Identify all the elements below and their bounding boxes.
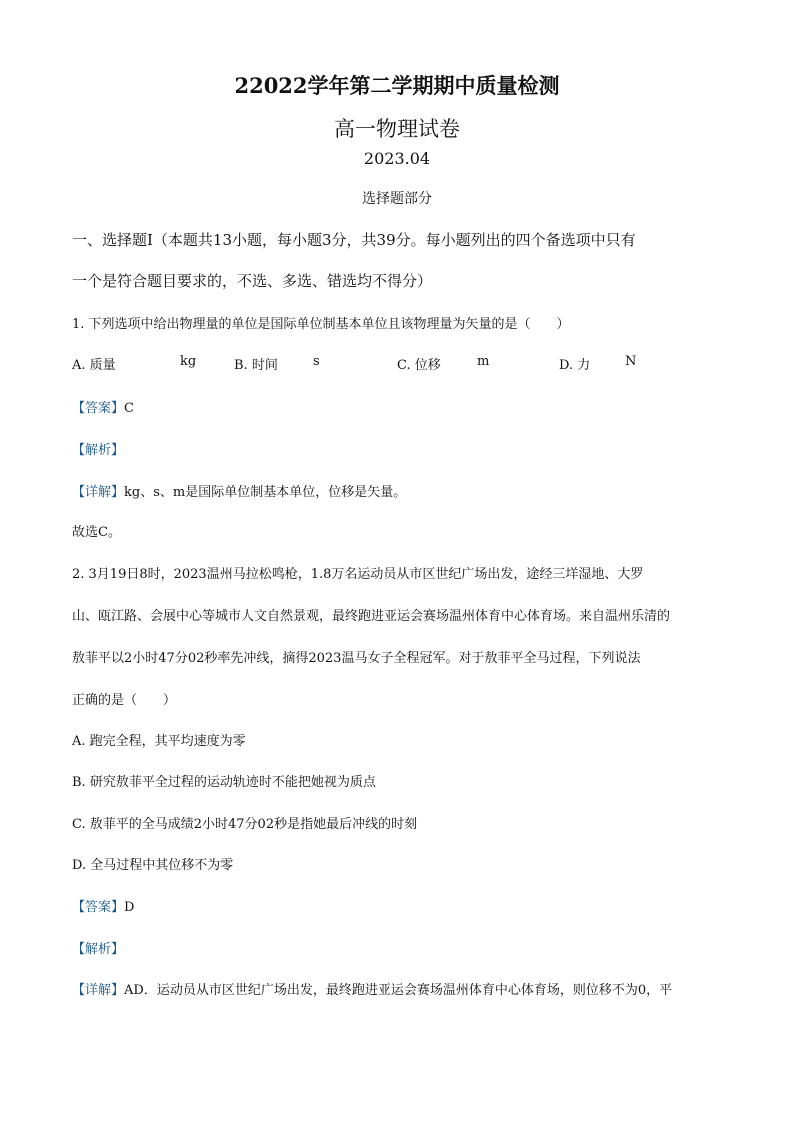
q1-option-d-unit: N [625,354,637,369]
answer-value: D [124,900,135,915]
q2-detail [72,979,672,998]
q1-analysis [72,439,124,458]
q1-option-d-label: D. 力 [559,358,591,373]
q1-detail [72,481,406,500]
detail-text: AD．运动员从市区世纪广场出发，最终跑进亚运会赛场温州体育中心体育场，则位移不为0，平 [124,983,673,998]
exam-subtitle: 高一物理试卷 [334,117,460,141]
answer-tag: 【答案】 [72,401,125,416]
analysis-tag: 【解析】 [72,443,125,458]
detail-tag: 【详解】 [72,983,125,998]
section1-instructions-line1: 一、选择题Ⅰ（本题共13小题，每小题3分，共39分。每小题列出的四个备选项中只有 [72,231,636,249]
q1-stem: 1. 下列选项中给出物理量的单位是国际单位制基本单位且该物理量为矢量的是（ ） [72,317,570,332]
detail-tag: 【详解】 [72,485,125,500]
q1-option-c-label: C. 位移 [397,358,441,373]
q2-stem-line3: 敖菲平以2小时47分02秒率先冲线，摘得2023温马女子全程冠军。对于敖菲平全马过程，下列说法 [72,651,641,666]
q1-option-a-label: A. 质量 [72,358,116,373]
q2-stem-line1: 2. 3月19日8时，2023温州马拉松鸣枪，1.8万名运动员从市区世纪广场出发，途经三垟湿地、大罗 [72,567,644,582]
section1-instructions-line2: 一个是符合题目要求的，不选、多选、错选均不得分） [72,272,433,290]
q2-stem-line4: 正确的是（ ） [72,693,177,708]
q2-option-b: B. 研究敖菲平全过程的运动轨迹时不能把她视为质点 [72,775,376,790]
exam-title: 22022学年第二学期期中质量检测 [234,73,560,98]
detail-text: kg、s、m是国际单位制基本单位，位移是矢量。 [124,485,407,500]
q1-option-c-unit: m [477,354,490,369]
q2-stem-line2: 山、瓯江路、会展中心等城市人文自然景观，最终跑进亚运会赛场温州体育中心体育场。来自温州乐清的 [72,609,671,624]
section-heading: 选择题部分 [362,191,432,207]
q2-analysis [72,938,124,957]
q1-option-a-unit: kg [180,354,197,369]
q2-option-a: A. 跑完全程，其平均速度为零 [72,734,246,749]
exam-date: 2023.04 [363,149,431,168]
q2-option-c: C. 敖菲平的全马成绩2小时47分02秒是指她最后冲线的时刻 [72,817,418,832]
answer-tag: 【答案】 [72,900,125,915]
q2-answer [72,896,134,915]
q1-conclusion: 故选C。 [72,525,121,540]
analysis-tag: 【解析】 [72,942,125,957]
q1-option-b-label: B. 时间 [234,358,278,373]
q1-option-b-unit: s [313,354,320,369]
q2-option-d: D. 全马过程中其位移不为零 [72,858,234,873]
q1-answer [72,397,134,416]
answer-value: C [124,401,134,416]
